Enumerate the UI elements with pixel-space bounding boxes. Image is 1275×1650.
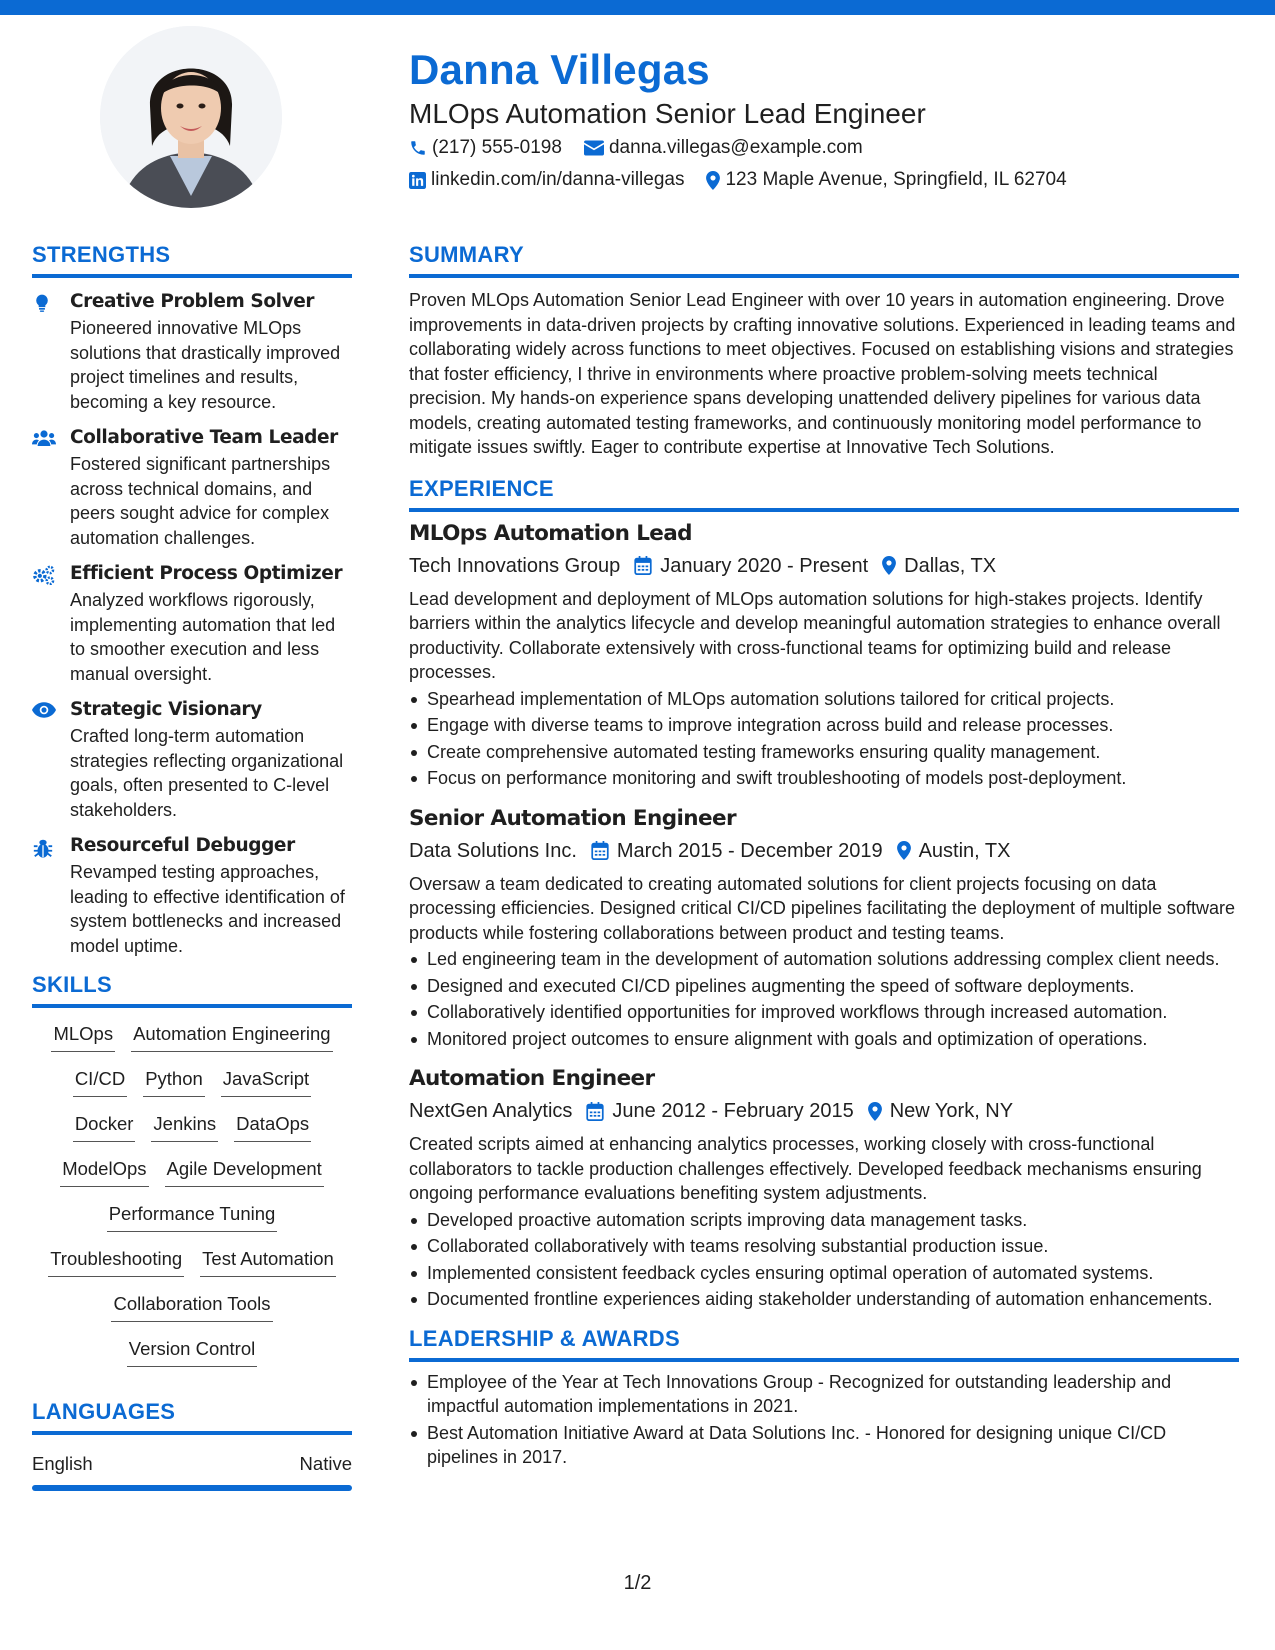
list-item: Led engineering team in the development of automation solutions addressing complex client needs. (409, 947, 1239, 972)
skills-list (32, 1020, 352, 1367)
map-pin-icon (706, 171, 720, 190)
skill-tag: MLOps (51, 1020, 115, 1052)
address-text: 123 Maple Avenue, Springfield, IL 62704 (725, 169, 1067, 190)
job-dates: January 2020 - Present (660, 554, 869, 577)
strength-item (32, 426, 352, 550)
job-location: New York, NY (889, 1100, 1014, 1122)
leadership-heading: LEADERSHIP & AWARDS (409, 1325, 680, 1351)
strengths-list (32, 290, 352, 958)
strength-description: Fostered significant partnerships across technical domains, and peers sought advice for complex automation challenges. (70, 454, 331, 548)
job-description: Created scripts aimed at enhancing analytics processes, working closely with cross-functional collaborators to tackle production challenges effectively. Developed feedback mechanisms ensuring ongoing performance evaluations benefiting system adjustments. (409, 1134, 1202, 1203)
strength-title: Strategic Visionary (70, 699, 262, 720)
job-meta (409, 551, 1239, 581)
skill-tag: Python (143, 1065, 205, 1097)
job-bullets (409, 1208, 1239, 1312)
section-divider (32, 274, 352, 278)
map-pin-icon (897, 841, 911, 860)
eye-icon (32, 698, 70, 822)
page-number: 1/2 (623, 1572, 652, 1594)
linkedin-contact[interactable] (409, 169, 684, 191)
job-description: Oversaw a team dedicated to creating automated solutions for client projects focusing on data processing efficiencies. Designed critical CI/CD pipelines facilitating the deployment of multiple software products while fostering collaborations between product and testing teams. (409, 873, 1236, 943)
map-pin-icon (882, 556, 896, 575)
skill-tag: Troubleshooting (48, 1245, 184, 1277)
phone-icon (409, 139, 427, 157)
award-item: Best Automation Initiative Award at Data Solutions Inc. - Honored for designing unique CI/CD pipelines in 2017. (409, 1421, 1239, 1470)
skill-tag: Collaboration Tools (111, 1290, 272, 1322)
skill-tag: Jenkins (151, 1110, 218, 1142)
cogs-icon (32, 562, 70, 686)
list-item: Collaboratively identified opportunities for improved workflows through increased automation. (409, 1000, 1239, 1025)
list-item: Focus on performance monitoring and swift troubleshooting of models post-deployment. (409, 766, 1239, 791)
map-pin-icon (868, 1102, 882, 1121)
company-name: Tech Innovations Group (409, 554, 621, 577)
job-meta (409, 836, 1239, 866)
skill-tag: Performance Tuning (107, 1200, 278, 1232)
phone-text: (217) 555-0198 (432, 137, 562, 158)
lightbulb-icon (32, 290, 70, 414)
list-item: Create comprehensive automated testing frameworks ensuring quality management. (409, 740, 1239, 765)
list-item: Documented frontline experiences aiding stakeholder understanding of automation enhancements. (409, 1287, 1239, 1312)
section-divider (409, 1358, 1239, 1362)
strength-description: Analyzed workflows rigorously, implementing automation that led to smoother execution and less manual oversight. (70, 590, 336, 684)
skill-tag: Docker (73, 1110, 136, 1142)
strength-item (32, 834, 352, 958)
section-divider (409, 508, 1239, 512)
calendar-icon (591, 841, 609, 860)
job-dates: March 2015 - December 2019 (616, 839, 883, 862)
job-meta (409, 1096, 1239, 1126)
candidate-name: Danna Villegas (409, 46, 710, 93)
job-location: Austin, TX (918, 839, 1011, 862)
bug-icon (32, 834, 70, 958)
skill-tag: JavaScript (221, 1065, 311, 1097)
skill-tag: Test Automation (200, 1245, 336, 1277)
list-item: Implemented consistent feedback cycles ensuring optimal operation of automated systems. (409, 1261, 1239, 1286)
strength-item (32, 562, 352, 686)
language-level: Native (299, 1453, 352, 1474)
summary-text: Proven MLOps Automation Senior Lead Engineer with over 10 years in automation engineering. Drove improvements in data-driven projects by crafting innovative solutions. Experienced in leading teams and collaborating widely across functions to meet objectives. Focused on establishing visions and strategies that foster efficiency, I thrive in environments where proactive problem-solving meets technical precision. My hands-on experience spans developing unattended delivery pipelines for various data models, creating automated testing frameworks, and continuously monitoring model performance to mitigate issues swiftly. Eager to contribute expertise at Innovative Tech Solutions. (409, 290, 1236, 457)
strength-description: Crafted long-term automation strategies reflecting organizational goals, often presented to C-level stakeholders. (70, 726, 344, 820)
languages-heading: LANGUAGES (32, 1399, 176, 1424)
skill-tag: Automation Engineering (131, 1020, 332, 1052)
calendar-icon (634, 556, 652, 575)
award-item: Employee of the Year at Tech Innovations Group - Recognized for outstanding leadership and impactful automation implementations in 2021. (409, 1370, 1239, 1419)
profile-photo (100, 26, 282, 208)
summary-heading: SUMMARY (409, 242, 524, 267)
list-item: Engage with diverse teams to improve integration across build and release processes. (409, 713, 1239, 738)
job-bullets (409, 687, 1239, 791)
experience-entry (409, 1065, 1239, 1312)
strength-description: Revamped testing approaches, leading to effective identification of system bottlenecks and increased model uptime. (70, 862, 345, 956)
contact-row-1 (409, 132, 1249, 164)
list-item: Monitored project outcomes to ensure alignment with goals and optimization of operations. (409, 1027, 1239, 1052)
language-item (32, 1451, 352, 1477)
section-divider (409, 274, 1239, 278)
strength-title: Creative Problem Solver (70, 291, 315, 312)
section-divider (32, 1004, 352, 1008)
strength-description: Pioneered innovative MLOps solutions that drastically improved project timelines and results, becoming a key resource. (70, 318, 341, 412)
resume-header (409, 42, 1249, 196)
skill-tag: Agile Development (165, 1155, 324, 1187)
address-contact (706, 169, 1066, 191)
candidate-title: MLOps Automation Senior Lead Engineer (409, 98, 926, 129)
linkedin-icon (409, 172, 426, 189)
skill-tag: ModelOps (60, 1155, 148, 1187)
strength-item (32, 290, 352, 414)
job-title: Senior Automation Engineer (409, 805, 736, 831)
strength-title: Collaborative Team Leader (70, 427, 338, 448)
job-description: Lead development and deployment of MLOps automation solutions for high-stakes projects. Identify barriers within the analytics lifecycle and develop meaningful automation strategies to enhance overall productivity. Collaborate extensively with cross-functional teams for optimizing build and release processes. (409, 588, 1221, 682)
awards-list (409, 1370, 1239, 1470)
strengths-heading: STRENGTHS (32, 242, 171, 267)
top-accent-bar (0, 0, 1275, 15)
envelope-icon (584, 140, 604, 156)
skills-heading: SKILLS (32, 972, 113, 997)
language-name: English (32, 1453, 93, 1474)
strength-title: Efficient Process Optimizer (70, 563, 343, 584)
list-item: Designed and executed CI/CD pipelines augmenting the speed of software deployments. (409, 974, 1239, 999)
skill-tag: DataOps (234, 1110, 311, 1142)
left-column (32, 240, 352, 1491)
right-column (409, 240, 1239, 1472)
job-bullets (409, 947, 1239, 1051)
language-level-bar (32, 1485, 352, 1491)
skill-tag: CI/CD (73, 1065, 127, 1097)
job-dates: June 2012 - February 2015 (612, 1100, 854, 1122)
email-contact[interactable] (584, 137, 863, 159)
strength-title: Resourceful Debugger (70, 835, 295, 856)
phone-contact (409, 137, 562, 159)
job-title: MLOps Automation Lead (409, 520, 692, 546)
experience-heading: EXPERIENCE (409, 475, 554, 501)
contact-row-2 (409, 164, 1249, 196)
list-item: Spearhead implementation of MLOps automation solutions tailored for critical projects. (409, 687, 1239, 712)
linkedin-text: linkedin.com/in/danna-villegas (431, 169, 685, 190)
job-title: Automation Engineer (409, 1066, 655, 1091)
company-name: Data Solutions Inc. (409, 839, 577, 862)
section-divider (32, 1431, 352, 1435)
strength-item (32, 698, 352, 822)
users-icon (32, 426, 70, 550)
calendar-icon (586, 1102, 604, 1121)
skill-tag: Version Control (127, 1335, 257, 1367)
company-name: NextGen Analytics (409, 1100, 573, 1122)
list-item: Collaborated collaboratively with teams resolving substantial production issue. (409, 1234, 1239, 1259)
list-item: Developed proactive automation scripts improving data management tasks. (409, 1208, 1239, 1233)
job-location: Dallas, TX (904, 554, 997, 577)
experience-entry (409, 805, 1239, 1052)
experience-entry (409, 520, 1239, 791)
email-text: danna.villegas@example.com (608, 137, 863, 158)
